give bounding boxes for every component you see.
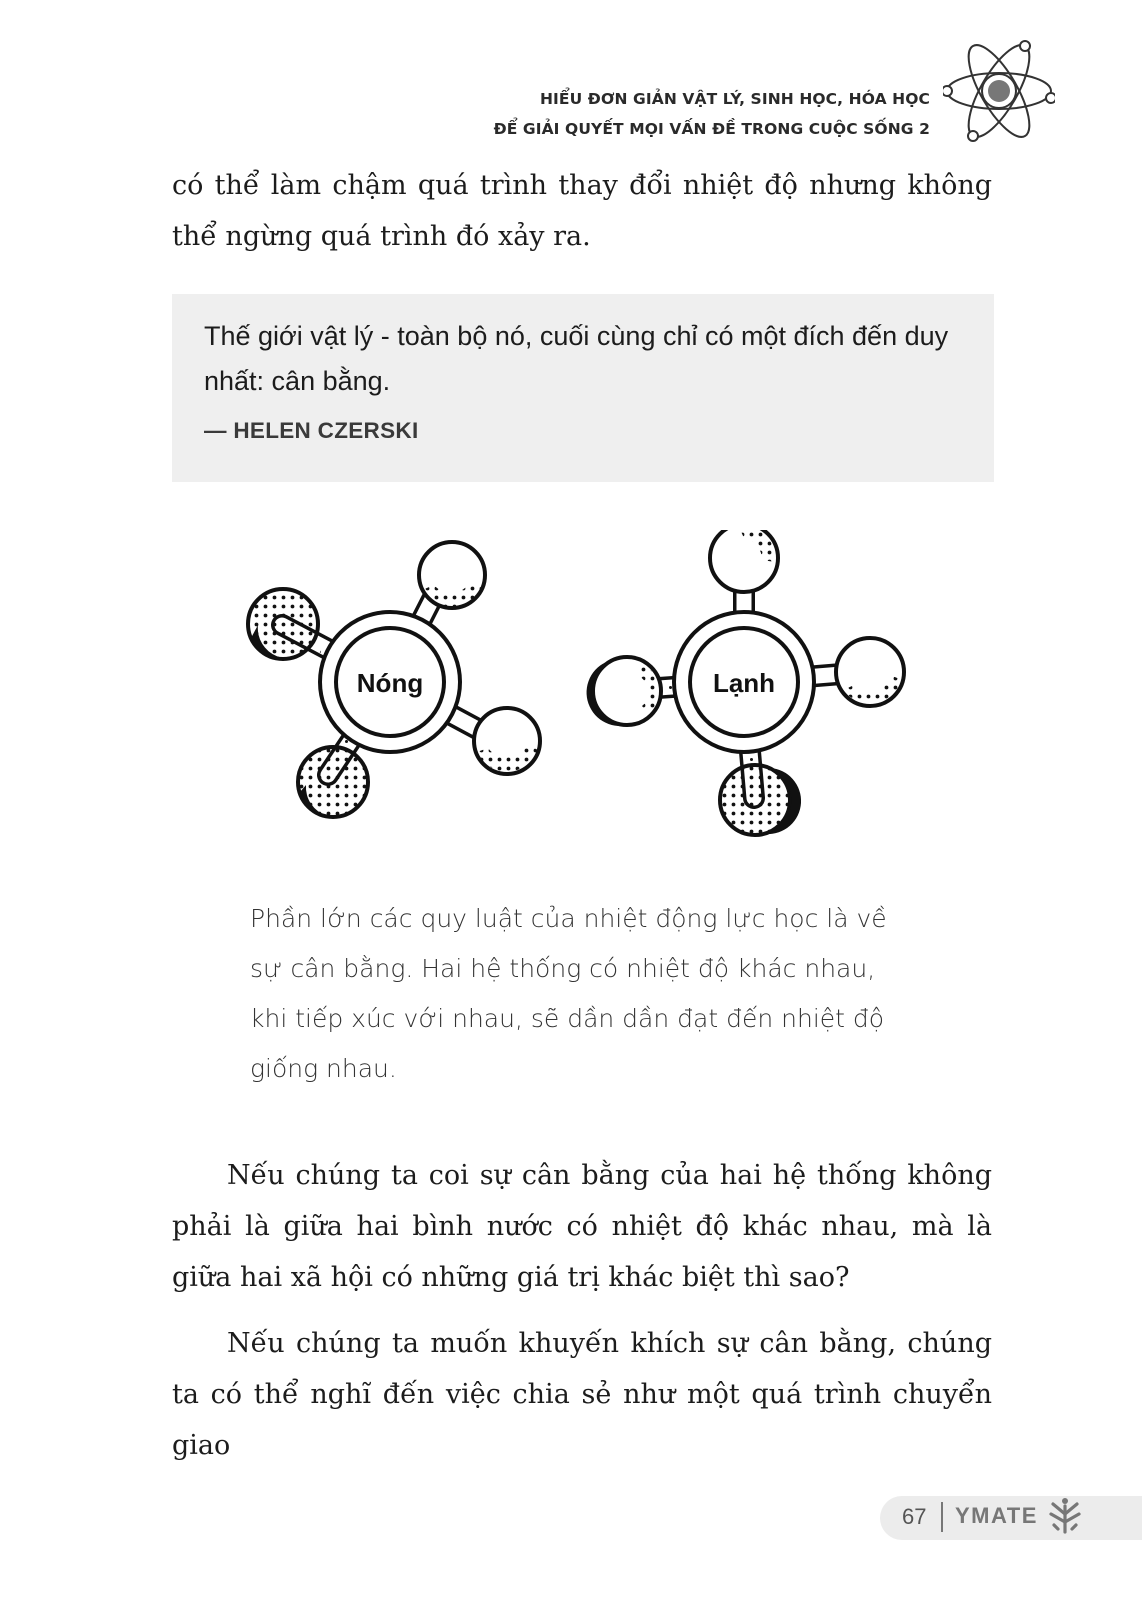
hot-sphere-right	[474, 708, 540, 774]
cold-sphere-left	[587, 657, 662, 726]
quote-author: — HELEN CZERSKI	[204, 418, 419, 443]
quote-text: Thế giới vật lý - toàn bộ nó, cuối cùng chỉ có một đích đến duy nhất: cân bằng.	[204, 321, 949, 396]
hot-cold-molecule-diagram	[0, 530, 1142, 870]
paragraph-1: Nếu chúng ta coi sự cân bằng của hai hệ thống không phải là giữa hai bình nước có nhiệt độ khác nhau, mà là giữa hai xã hội có những giá trị khác biệt thì sao?	[172, 1160, 992, 1293]
running-header	[494, 84, 930, 144]
hot-sphere-left	[248, 589, 318, 660]
paragraph-continuation: có thể làm chậm quá trình thay đổi nhiệt độ nhưng không thể ngừng quá trình đó xảy ra.	[172, 170, 992, 252]
hot-sphere-top-right	[419, 542, 485, 608]
hot-label: Nóng	[356, 668, 424, 698]
header-line-2: ĐỂ GIẢI QUYẾT MỌI VẤN ĐỀ TRONG CUỘC SỐNG 2	[493, 120, 930, 138]
page-number: 67	[902, 1504, 927, 1529]
paragraph-2: Nếu chúng ta muốn khuyến khích sự cân bằng, chúng ta có thể nghĩ đến việc chia sẻ như một quá trình chuyển giao	[172, 1328, 992, 1461]
cold-sphere-top	[710, 530, 778, 592]
cold-label: Lạnh	[712, 668, 776, 698]
quote-box	[172, 294, 994, 482]
header-line-1: HIỂU ĐƠN GIẢN VẬT LÝ, SINH HỌC, HÓA HỌC	[539, 90, 930, 108]
publisher-brand: YMATE	[955, 1503, 1038, 1528]
ymate-logo-icon	[1045, 1496, 1085, 1536]
figure-caption: Phần lớn các quy luật của nhiệt động lực học là về sự cân bằng. Hai hệ thống có nhiệt độ khác nhau, khi tiếp xúc với nhau, sẽ dần dần đạt đến nhiệt độ giống nhau.	[250, 904, 887, 1083]
footer-divider	[941, 1502, 943, 1532]
hot-sphere-bottom	[298, 747, 368, 817]
cold-sphere-right	[836, 638, 904, 706]
atom-icon	[943, 40, 1055, 142]
cold-sphere-bottom	[720, 765, 801, 835]
